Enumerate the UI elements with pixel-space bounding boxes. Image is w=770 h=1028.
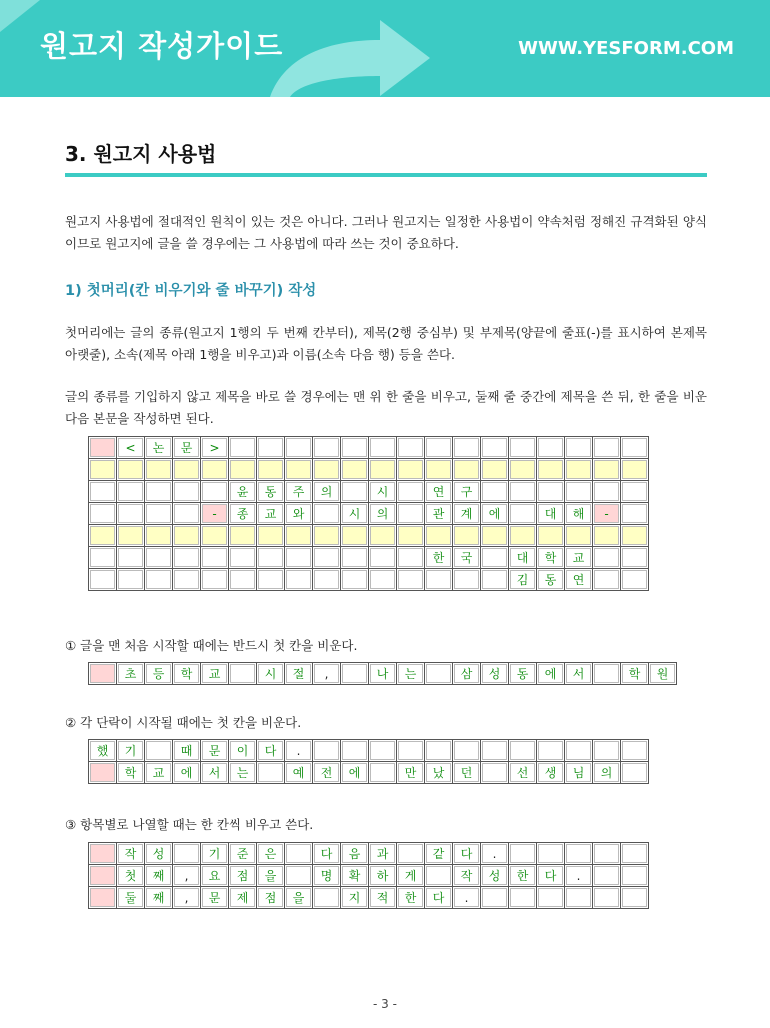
- grid-row: [89, 437, 649, 459]
- grid-cell: ,: [173, 887, 201, 909]
- grid-cell: [621, 887, 649, 909]
- grid-cell: 에: [481, 503, 509, 525]
- grid-cell: 에: [341, 762, 369, 784]
- grid-cell: 시: [341, 503, 369, 525]
- grid-cell: [173, 569, 201, 591]
- grid-cell: [397, 547, 425, 569]
- grid-cell: 등: [145, 663, 173, 685]
- grid-cell: [173, 525, 201, 547]
- grid-cell: 했: [89, 740, 117, 762]
- grid-cell: -: [593, 503, 621, 525]
- grid-cell: [257, 547, 285, 569]
- grid-cell: [425, 663, 453, 685]
- grid-cell: <: [117, 437, 145, 459]
- grid-cell: 에: [173, 762, 201, 784]
- grid-cell: 삼: [453, 663, 481, 685]
- grid-cell: [453, 569, 481, 591]
- grid-row: [89, 843, 649, 865]
- grid-cell: [565, 437, 593, 459]
- grid-cell: 명: [313, 865, 341, 887]
- grid-cell: .: [453, 887, 481, 909]
- grid-cell: 째: [145, 887, 173, 909]
- grid-cell: [537, 525, 565, 547]
- grid-cell: 교: [257, 503, 285, 525]
- grid-cell: [201, 547, 229, 569]
- grid-cell: [369, 437, 397, 459]
- grid-cell: [593, 865, 621, 887]
- rule-2-text: ② 각 단락이 시작될 때에는 첫 칸을 비운다.: [65, 715, 302, 730]
- grid-cell: 의: [369, 503, 397, 525]
- grid-cell: [173, 843, 201, 865]
- grid-cell: [425, 437, 453, 459]
- grid-cell: [593, 459, 621, 481]
- grid-cell: [397, 503, 425, 525]
- grid-cell: [537, 843, 565, 865]
- grid-cell: 원: [649, 663, 677, 685]
- grid-cell: [621, 437, 649, 459]
- grid-cell: [369, 740, 397, 762]
- grid-cell: [593, 547, 621, 569]
- grid-row: [89, 762, 649, 784]
- grid-cell: 지: [341, 887, 369, 909]
- grid-cell: [285, 525, 313, 547]
- grid-cell: [537, 437, 565, 459]
- grid-row: [89, 459, 649, 481]
- grid-cell: [369, 525, 397, 547]
- manuscript-grid-rule1: [88, 662, 677, 685]
- header-banner: [0, 0, 770, 97]
- grid-cell: [145, 481, 173, 503]
- grid-cell: [201, 459, 229, 481]
- grid-row: [89, 481, 649, 503]
- rule-1-text: ① 글을 맨 처음 시작할 때에는 반드시 첫 칸을 비운다.: [65, 638, 358, 653]
- grid-cell: [509, 437, 537, 459]
- grid-cell: [145, 459, 173, 481]
- grid-cell: [369, 762, 397, 784]
- grid-cell: [201, 481, 229, 503]
- grid-cell: 때: [173, 740, 201, 762]
- grid-cell: 주: [285, 481, 313, 503]
- grid-cell: [425, 525, 453, 547]
- grid-cell: [565, 481, 593, 503]
- grid-cell: 둘: [117, 887, 145, 909]
- grid-cell: [201, 569, 229, 591]
- grid-cell: 의: [593, 762, 621, 784]
- grid-cell: 시: [257, 663, 285, 685]
- grid-cell: [173, 547, 201, 569]
- rule-3-text: ③ 항목별로 나열할 때는 한 칸씩 비우고 쓴다.: [65, 817, 314, 832]
- grid-cell: 작: [453, 865, 481, 887]
- grid-cell: [313, 740, 341, 762]
- grid-cell: 는: [397, 663, 425, 685]
- grid-cell: [89, 887, 117, 909]
- grid-cell: 동: [509, 663, 537, 685]
- grid-cell: 학: [173, 663, 201, 685]
- grid-cell: [481, 547, 509, 569]
- grid-cell: [481, 740, 509, 762]
- grid-cell: 국: [453, 547, 481, 569]
- grid-cell: [481, 481, 509, 503]
- grid-cell: [117, 459, 145, 481]
- grid-cell: [453, 437, 481, 459]
- grid-cell: [369, 547, 397, 569]
- grid-row: [89, 887, 649, 909]
- grid-cell: 해: [565, 503, 593, 525]
- grid-cell: 교: [565, 547, 593, 569]
- grid-cell: 대: [537, 503, 565, 525]
- grid-cell: [89, 437, 117, 459]
- grid-row: [89, 525, 649, 547]
- grid-cell: [341, 569, 369, 591]
- grid-cell: [173, 503, 201, 525]
- paragraph-1: 첫머리에는 글의 종류(원고지 1행의 두 번째 칸부터), 제목(2행 중심부) 및 부제목(양끝에 줄표(-)를 표시하여 본제목 아랫줄), 소속(제목 아래 1행을 비우고)과 이름(소속 다음 행) 등을 쓴다.: [65, 325, 707, 362]
- grid-cell: 계: [453, 503, 481, 525]
- grid-cell: [621, 740, 649, 762]
- grid-cell: [117, 481, 145, 503]
- grid-cell: [425, 569, 453, 591]
- manuscript-grid-heading: [88, 436, 649, 591]
- grid-cell: 대: [509, 547, 537, 569]
- grid-cell: [89, 663, 117, 685]
- grid-cell: 음: [341, 843, 369, 865]
- grid-cell: [369, 569, 397, 591]
- grid-cell: [285, 865, 313, 887]
- grid-cell: 동: [257, 481, 285, 503]
- grid-cell: [397, 569, 425, 591]
- grid-cell: 만: [397, 762, 425, 784]
- grid-cell: [313, 459, 341, 481]
- grid-cell: [593, 481, 621, 503]
- grid-cell: [313, 547, 341, 569]
- grid-cell: [425, 865, 453, 887]
- grid-cell: 던: [453, 762, 481, 784]
- grid-cell: [593, 887, 621, 909]
- grid-cell: [397, 481, 425, 503]
- grid-cell: [481, 569, 509, 591]
- grid-cell: [257, 569, 285, 591]
- grid-cell: [257, 525, 285, 547]
- grid-cell: 한: [397, 887, 425, 909]
- grid-cell: [453, 459, 481, 481]
- grid-cell: [593, 663, 621, 685]
- grid-cell: 생: [537, 762, 565, 784]
- grid-cell: 교: [201, 663, 229, 685]
- grid-cell: [341, 547, 369, 569]
- grid-cell: 서: [565, 663, 593, 685]
- grid-cell: [341, 525, 369, 547]
- grid-cell: 첫: [117, 865, 145, 887]
- grid-cell: [229, 547, 257, 569]
- grid-cell: [621, 569, 649, 591]
- grid-cell: [313, 437, 341, 459]
- grid-cell: 김: [509, 569, 537, 591]
- grid-cell: 윤: [229, 481, 257, 503]
- grid-cell: 절: [285, 663, 313, 685]
- grid-cell: 성: [481, 865, 509, 887]
- grid-cell: [481, 887, 509, 909]
- grid-cell: 선: [509, 762, 537, 784]
- grid-cell: .: [285, 740, 313, 762]
- grid-cell: [229, 437, 257, 459]
- grid-cell: 교: [145, 762, 173, 784]
- grid-cell: [89, 503, 117, 525]
- section-title: 3. 원고지 사용법: [65, 142, 217, 166]
- grid-cell: [397, 525, 425, 547]
- grid-cell: [117, 569, 145, 591]
- grid-cell: 나: [369, 663, 397, 685]
- grid-cell: [453, 740, 481, 762]
- grid-cell: [593, 525, 621, 547]
- grid-cell: [593, 740, 621, 762]
- grid-cell: 다: [537, 865, 565, 887]
- grid-cell: 한: [509, 865, 537, 887]
- grid-cell: >: [201, 437, 229, 459]
- grid-cell: [117, 525, 145, 547]
- grid-row: [89, 865, 649, 887]
- grid-cell: [565, 740, 593, 762]
- grid-cell: [621, 547, 649, 569]
- grid-cell: 는: [229, 762, 257, 784]
- grid-cell: 점: [229, 865, 257, 887]
- grid-cell: 다: [453, 843, 481, 865]
- grid-cell: [229, 569, 257, 591]
- grid-cell: 시: [369, 481, 397, 503]
- grid-cell: [621, 762, 649, 784]
- grid-cell: [285, 459, 313, 481]
- grid-cell: [257, 437, 285, 459]
- grid-cell: 다: [425, 887, 453, 909]
- grid-row: [89, 547, 649, 569]
- grid-cell: [313, 887, 341, 909]
- grid-cell: [341, 663, 369, 685]
- grid-cell: 게: [397, 865, 425, 887]
- grid-cell: [397, 740, 425, 762]
- grid-cell: [537, 740, 565, 762]
- grid-cell: [89, 762, 117, 784]
- grid-cell: [201, 525, 229, 547]
- grid-cell: [509, 503, 537, 525]
- grid-cell: [537, 459, 565, 481]
- grid-cell: 을: [285, 887, 313, 909]
- grid-cell: [397, 843, 425, 865]
- grid-cell: [509, 459, 537, 481]
- grid-cell: [621, 503, 649, 525]
- grid-cell: [397, 437, 425, 459]
- grid-cell: [593, 843, 621, 865]
- site-url[interactable]: WWW.YESFORM.COM: [518, 38, 734, 59]
- grid-cell: [89, 865, 117, 887]
- grid-cell: [257, 459, 285, 481]
- grid-cell: [229, 459, 257, 481]
- grid-cell: [145, 547, 173, 569]
- intro-paragraph: 원고지 사용법에 절대적인 원칙이 있는 것은 아니다. 그러나 원고지는 일정한 사용법이 약속처럼 정해진 규격화된 양식이므로 원고지에 글을 쓸 경우에는 그 사용법에 따라 쓰는 것이 중요하다.: [65, 214, 707, 251]
- grid-row: [89, 503, 649, 525]
- grid-cell: [257, 762, 285, 784]
- grid-cell: [173, 459, 201, 481]
- grid-row: [89, 663, 677, 685]
- grid-cell: [565, 525, 593, 547]
- grid-cell: 에: [537, 663, 565, 685]
- grid-cell: -: [201, 503, 229, 525]
- grid-cell: 의: [313, 481, 341, 503]
- grid-cell: [509, 481, 537, 503]
- grid-cell: 다: [257, 740, 285, 762]
- grid-cell: [341, 459, 369, 481]
- paragraph-2: 글의 종류를 기입하지 않고 제목을 바로 쓸 경우에는 맨 위 한 줄을 비우고, 둘째 줄 중간에 제목을 쓴 뒤, 한 줄을 비운 다음 본문을 작성하면 된다.: [65, 389, 707, 426]
- grid-cell: [425, 740, 453, 762]
- grid-row: [89, 740, 649, 762]
- grid-cell: [425, 459, 453, 481]
- grid-cell: [593, 569, 621, 591]
- grid-cell: 준: [229, 843, 257, 865]
- grid-cell: [369, 459, 397, 481]
- grid-cell: 기: [117, 740, 145, 762]
- manuscript-grid-rule3: [88, 842, 649, 909]
- grid-cell: 학: [537, 547, 565, 569]
- grid-cell: [481, 762, 509, 784]
- grid-cell: [537, 887, 565, 909]
- grid-cell: [89, 459, 117, 481]
- grid-cell: [285, 843, 313, 865]
- grid-cell: 초: [117, 663, 145, 685]
- grid-cell: [509, 525, 537, 547]
- grid-cell: 연: [565, 569, 593, 591]
- grid-cell: 님: [565, 762, 593, 784]
- grid-cell: 째: [145, 865, 173, 887]
- grid-cell: [229, 663, 257, 685]
- grid-cell: [145, 569, 173, 591]
- grid-cell: [89, 569, 117, 591]
- subsection-title: 1) 첫머리(칸 비우기와 줄 바꾸기) 작성: [65, 283, 317, 299]
- grid-cell: [341, 481, 369, 503]
- grid-cell: 종: [229, 503, 257, 525]
- grid-cell: [89, 843, 117, 865]
- grid-row: [89, 569, 649, 591]
- grid-cell: 학: [117, 762, 145, 784]
- grid-cell: [145, 740, 173, 762]
- grid-cell: ,: [313, 663, 341, 685]
- grid-cell: [313, 503, 341, 525]
- grid-cell: [341, 740, 369, 762]
- grid-cell: [537, 481, 565, 503]
- grid-cell: .: [481, 843, 509, 865]
- grid-cell: 관: [425, 503, 453, 525]
- grid-cell: 한: [425, 547, 453, 569]
- grid-cell: 전: [313, 762, 341, 784]
- grid-cell: [145, 503, 173, 525]
- grid-cell: [621, 459, 649, 481]
- grid-cell: [565, 459, 593, 481]
- manuscript-grid-rule2: [88, 739, 649, 784]
- grid-cell: 성: [145, 843, 173, 865]
- grid-cell: [285, 437, 313, 459]
- grid-cell: [509, 740, 537, 762]
- grid-cell: [341, 437, 369, 459]
- grid-cell: [509, 843, 537, 865]
- page-number: - 3 -: [373, 997, 397, 1011]
- section-divider: [65, 173, 707, 177]
- grid-cell: [229, 525, 257, 547]
- grid-cell: 학: [621, 663, 649, 685]
- grid-cell: 적: [369, 887, 397, 909]
- grid-cell: [453, 525, 481, 547]
- grid-cell: [145, 525, 173, 547]
- grid-cell: 문: [173, 437, 201, 459]
- grid-cell: 은: [257, 843, 285, 865]
- grid-cell: [313, 525, 341, 547]
- grid-cell: [565, 843, 593, 865]
- grid-cell: 과: [369, 843, 397, 865]
- grid-cell: [621, 865, 649, 887]
- grid-cell: 작: [117, 843, 145, 865]
- grid-cell: [285, 547, 313, 569]
- grid-cell: 논: [145, 437, 173, 459]
- grid-cell: 구: [453, 481, 481, 503]
- grid-cell: [621, 481, 649, 503]
- grid-cell: [285, 569, 313, 591]
- grid-cell: [593, 437, 621, 459]
- grid-cell: [565, 887, 593, 909]
- grid-cell: 예: [285, 762, 313, 784]
- grid-cell: 다: [313, 843, 341, 865]
- grid-cell: 기: [201, 843, 229, 865]
- grid-cell: [481, 459, 509, 481]
- grid-cell: [89, 481, 117, 503]
- grid-cell: [621, 525, 649, 547]
- grid-cell: 났: [425, 762, 453, 784]
- grid-cell: .: [565, 865, 593, 887]
- grid-cell: [509, 887, 537, 909]
- grid-cell: [481, 525, 509, 547]
- grid-cell: 성: [481, 663, 509, 685]
- document-title: 원고지 작성가이드: [40, 29, 284, 63]
- grid-cell: [173, 481, 201, 503]
- grid-cell: [313, 569, 341, 591]
- grid-cell: 같: [425, 843, 453, 865]
- grid-cell: 확: [341, 865, 369, 887]
- grid-cell: ,: [173, 865, 201, 887]
- grid-cell: [117, 547, 145, 569]
- grid-cell: 와: [285, 503, 313, 525]
- grid-cell: [397, 459, 425, 481]
- grid-cell: 하: [369, 865, 397, 887]
- grid-cell: 이: [229, 740, 257, 762]
- grid-cell: 문: [201, 887, 229, 909]
- grid-cell: [117, 503, 145, 525]
- grid-cell: [621, 843, 649, 865]
- grid-cell: 요: [201, 865, 229, 887]
- grid-cell: [481, 437, 509, 459]
- grid-cell: 제: [229, 887, 257, 909]
- grid-cell: [89, 525, 117, 547]
- grid-cell: [89, 547, 117, 569]
- grid-cell: 연: [425, 481, 453, 503]
- grid-cell: 을: [257, 865, 285, 887]
- grid-cell: 동: [537, 569, 565, 591]
- grid-cell: 문: [201, 740, 229, 762]
- grid-cell: 점: [257, 887, 285, 909]
- grid-cell: 서: [201, 762, 229, 784]
